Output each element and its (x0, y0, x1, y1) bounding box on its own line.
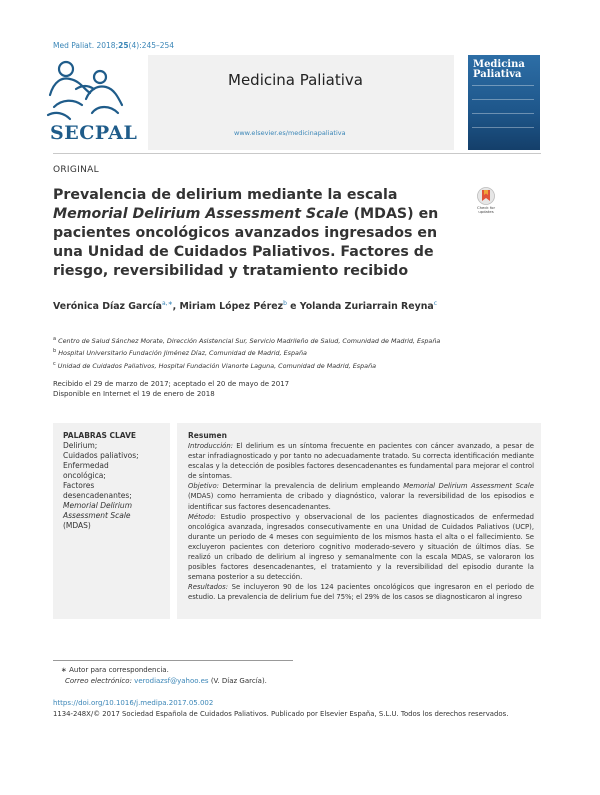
author[interactable]: Yolanda Zuriarrain Reyna$^c$ (299, 300, 438, 313)
author[interactable]: Miriam López Pérez$^b$ (179, 300, 287, 313)
affiliation: $^c$ Unidad de Cuidados Paliativos, Hospital Fundación Vianorte Laguna, Comunidad de Madrid, España (53, 360, 377, 370)
logo-wordmark: SECPAL (50, 122, 138, 144)
check-for-updates-button[interactable] (473, 186, 499, 216)
journal-masthead (148, 55, 454, 150)
keyword: Factores (63, 481, 95, 490)
journal-url-link[interactable]: www.elsevier.es/medicinapaliativa (234, 129, 346, 137)
article-dates (53, 380, 541, 400)
check-badge-label: Check for updates (476, 205, 496, 215)
abstract-panel (177, 423, 541, 619)
section-label: ORIGINAL (53, 165, 99, 175)
available-date: Disponible en Internet el 19 de enero de 2018 (53, 389, 215, 398)
secpal-figures-icon (40, 55, 130, 125)
keyword: desencadenantes; (63, 491, 132, 500)
cover-decoration (472, 99, 534, 100)
keyword: Memorial Delirium (63, 501, 132, 510)
author-list: Verónica Díaz García$^{a,∗}$, Miriam López Pérez$^b$ e Yolanda Zuriarrain Reyna$^c$ (53, 300, 438, 313)
abstract-body (188, 441, 534, 603)
keyword: (MDAS) (63, 521, 91, 530)
cover-title: Medicina Paliativa (473, 59, 525, 80)
copyright-notice: 1134-248X/© 2017 Sociedad Española de Cuidados Paliativos. Publicado por Elsevier España, S.L.U. Todos los derechos reservados. (53, 710, 509, 718)
keyword: Delirium; (63, 441, 98, 450)
received-date: Recibido el 29 de marzo de 2017; aceptado el 20 de mayo de 2017 (53, 380, 290, 388)
check-updates-icon (473, 186, 499, 206)
doi-link[interactable]: https://doi.org/10.1016/j.medipa.2017.05.002 (53, 699, 214, 707)
cover-decoration (472, 85, 534, 86)
author[interactable]: Verónica Díaz García$^{a,∗}$ (53, 300, 173, 313)
affiliation: $^a$ Centro de Salud Sánchez Morate, Dirección Asistencial Sur, Servicio Madrileño de Salud, Comunidad de Madrid, España (53, 336, 441, 346)
abstract-method: Método: Estudio prospectivo y observacional de los pacientes diagnosticados de enfermedad oncológica avanzada, ingresados consecutivamente en una Unidad de Cuidados Paliativos (UCP), durante un periodo de 4 meses con seguimiento de los mismos hasta el alta o el fallecimiento. Se excluyeron pacientes con deterioro cognitivo moderado-severo y situación de últimos días. Se realizó un cribado de delirium al ingreso y semanalmente con la escala MDAS, se valoraron los posibles factores desencadenantes, el tratamiento y la reversibilidad del episodio durante la semana posterior a su detección. (188, 512, 534, 582)
footnotes (53, 665, 541, 687)
keyword: Cuidados paliativos; (63, 451, 139, 460)
journal-name: Medicina Paliativa (228, 71, 363, 89)
abstract-objective: Objetivo: Determinar la prevalencia de delirium empleando Memorial Delirium Assessment Scale (MDAS) como herramienta de cribado y diagnóstico, valorar la reversibilidad de los episodios e identificar sus factores desencadenantes. (188, 482, 534, 511)
keyword: Assessment Scale (63, 511, 131, 520)
abstract-introduction: Introducción: El delirium es un síntoma frecuente en pacientes con cáncer avanzado, a pesar de estar infradiagnosticado y por tanto no adecuadamente tratado. Su correcta identificación mediante escalas y la detección de posibles factores desencadenantes es fundamental para mejorar el control de síntomas. (188, 442, 534, 481)
header-divider (53, 153, 541, 154)
corresponding-author-note: ∗ Autor para correspondencia. (61, 666, 169, 674)
article-title: Prevalencia de delirium mediante la escala Memorial Delirium Assessment Scale (MDAS) en pacientes oncológicos avanzados ingresados en una Unidad de Cuidados Paliativos. Factores de riesgo, reversibilidad y tratamiento recibido (53, 187, 439, 279)
secpal-logo (40, 55, 138, 150)
abstract-results: Resultados: Se incluyeron 90 de los 124 pacientes oncológicos que ingresaron en el periodo de estudio. La prevalencia de delirium fue del 75%; el 29% de los casos se diagnosticaron al ingreso (188, 583, 534, 602)
keywords-panel (53, 423, 170, 619)
journal-cover-image (468, 55, 540, 150)
footnote-divider (53, 660, 293, 661)
journal-citation[interactable]: Med Paliat. 2018;25(4):245–254 (53, 41, 175, 50)
email-link[interactable]: verodiazsf@yahoo.es (134, 677, 209, 685)
email-note: Correo electrónico: verodiazsf@yahoo.es (V. Díaz García). (65, 677, 267, 685)
cover-decoration (472, 113, 534, 114)
affiliations (53, 334, 541, 371)
abstract-heading: Resumen (188, 431, 227, 440)
keywords-heading: PALABRAS CLAVE (63, 431, 137, 440)
keyword: Enfermedad (63, 461, 109, 470)
keywords-list (63, 441, 168, 531)
cover-decoration (472, 127, 534, 128)
affiliation: $^b$ Hospital Universitario Fundación Jiménez Díaz, Comunidad de Madrid, España (53, 348, 307, 358)
keyword: oncológica; (63, 471, 106, 480)
